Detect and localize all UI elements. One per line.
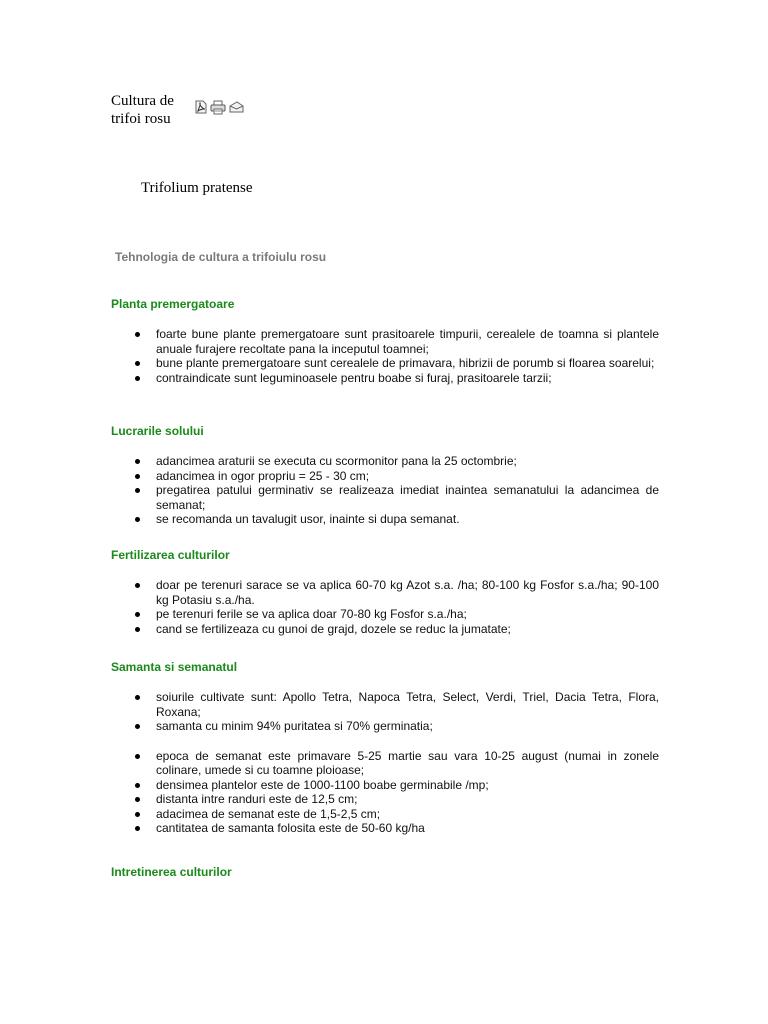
- list-item: pe terenuri ferile se va aplica doar 70-80 kg Fosfor s.a./ha;: [156, 607, 659, 622]
- section-heading: Fertilizarea culturilor: [111, 548, 230, 562]
- technology-heading: Tehnologia de cultura a trifoiulu rosu: [115, 250, 327, 264]
- list-item: pregatirea patului germinativ se realizeaza imediat inaintea semanatului la adancimea de semanat;: [156, 483, 659, 512]
- list-item: densimea plantelor este de 1000-1100 boabe germinabile /mp;: [156, 778, 659, 793]
- pdf-icon[interactable]: [194, 100, 208, 120]
- print-icon[interactable]: [210, 100, 226, 120]
- bullet-list: [111, 690, 659, 734]
- list-item: samanta cu minim 94% puritatea si 70% germinatia;: [156, 719, 659, 734]
- section-heading: Planta premergatoare: [111, 297, 235, 311]
- list-item: adancimea araturii se executa cu scormonitor pana la 25 octombrie;: [156, 454, 659, 469]
- list-item: bune plante premergatoare sunt cerealele de primavara, hibrizii de porumb si floarea soarelui;: [156, 356, 659, 371]
- list-item: foarte bune plante premergatoare sunt prasitoarele timpurii, cerealele de toamna si plantele anuale furajere recoltate pana la inceputul toamnei;: [156, 327, 659, 356]
- list-item: contraindicate sunt leguminoasele pentru boabe si furaj, prasitoarele tarzii;: [156, 371, 659, 386]
- bullet-list: [111, 578, 659, 636]
- list-item: cand se fertilizeaza cu gunoi de grajd, dozele se reduc la jumatate;: [156, 622, 659, 637]
- list-item: epoca de semanat este primavare 5-25 martie sau vara 10-25 august (numai in zonele colinare, umede si cu toamne ploioase;: [156, 748, 659, 777]
- section-lucrarile-solului: [111, 424, 659, 527]
- document-actions: [194, 100, 244, 120]
- section-planta-premergatoare: [111, 297, 659, 385]
- list-item: distanta intre randuri este de 12,5 cm;: [156, 792, 659, 807]
- list-item: adancimea in ogor propriu = 25 - 30 cm;: [156, 469, 659, 484]
- section-heading: Lucrarile solului: [111, 424, 204, 438]
- bullet-list: [111, 749, 659, 836]
- page-title: Cultura de trifoi rosu: [111, 93, 174, 127]
- list-item: soiurile cultivate sunt: Apollo Tetra, Napoca Tetra, Select, Verdi, Triel, Dacia Tetra, Flora, Roxana;: [156, 690, 659, 719]
- list-item: se recomanda un tavalugit usor, inainte si dupa semanat.: [156, 512, 659, 527]
- subtitle: Trifolium pratense: [141, 180, 253, 196]
- email-icon[interactable]: [228, 100, 244, 120]
- section-fertilizarea-culturilor: [111, 548, 659, 636]
- bullet-list: [111, 454, 659, 527]
- section-heading: Intretinerea culturilor: [111, 865, 232, 879]
- title-block: [111, 92, 311, 128]
- list-item: cantitatea de samanta folosita este de 50-60 kg/ha: [156, 821, 659, 836]
- section-heading: Samanta si semanatul: [111, 660, 238, 674]
- section-intretinerea-culturilor: [111, 865, 659, 880]
- bullet-list: [111, 327, 659, 385]
- list-item: doar pe terenuri sarace se va aplica 60-70 kg Azot s.a. /ha; 80-100 kg Fosfor s.a./ha; 90-100 kg Potasiu s.a./ha.: [156, 578, 659, 607]
- section-samanta-si-semanatul: [111, 660, 659, 836]
- list-item: adacimea de semanat este de 1,5-2,5 cm;: [156, 807, 659, 822]
